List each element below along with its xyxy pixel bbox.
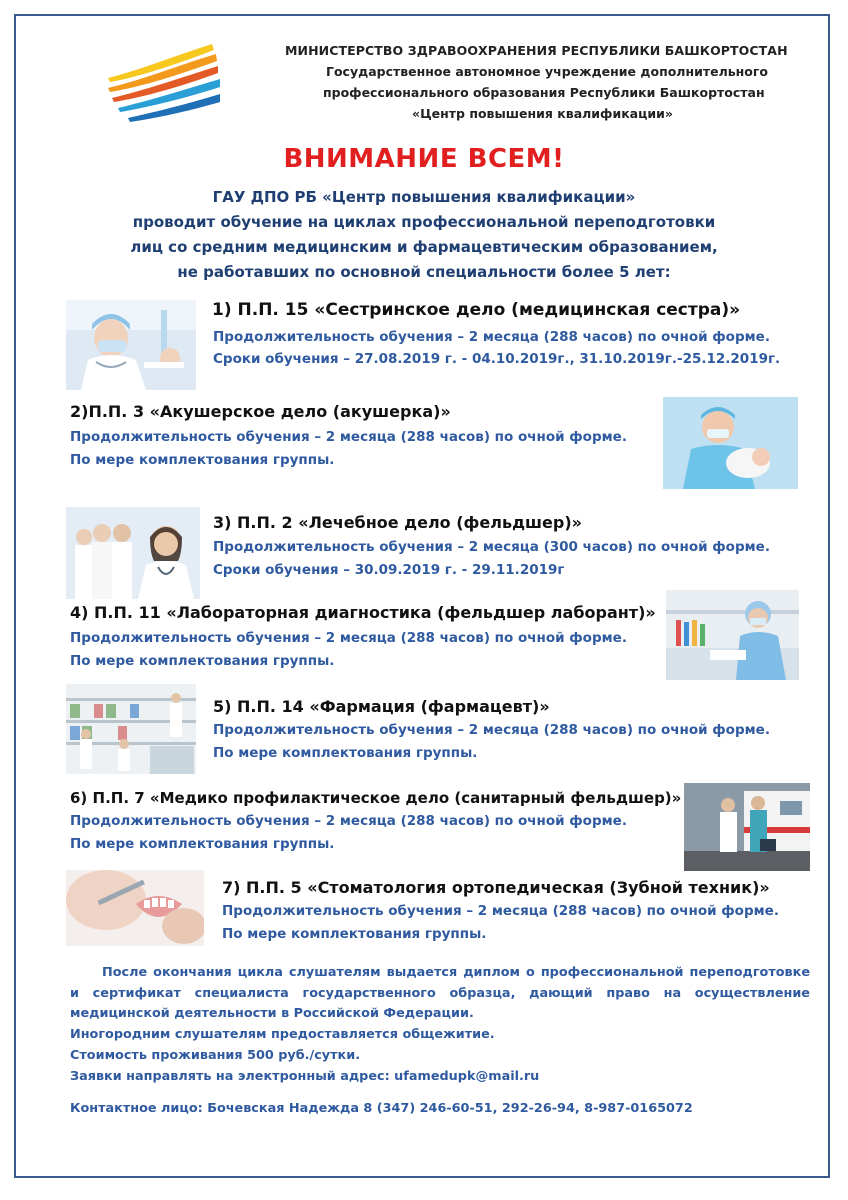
intro-line-2: проводит обучение на циклах профессиональной переподготовки [132,213,716,231]
program-6-title: 6) П.П. 7 «Медико профилактическое дело (санитарный фельдшер)» [70,789,682,807]
program-2-schedule: По мере комплектования группы. [70,452,335,468]
pharmacy-photo [66,684,196,774]
program-6-schedule: По мере комплектования группы. [70,836,335,852]
diploma-info [70,963,810,1025]
diploma-text: После окончания цикла слушателям выдается диплом о профессиональной переподготовке и сертификат специалиста государственного образца, дающий право на осуществление медицинской деятельности в Российской Федерации. [70,965,810,1021]
program-5-duration: Продолжительность обучения – 2 месяца (288 часов) по очной форме. [213,722,770,738]
intro-line-3: лиц со средним медицинским и фармацевтическим образованием, [130,238,718,256]
program-1-duration: Продолжительность обучения – 2 месяца (288 часов) по очной форме. [213,329,770,345]
institution-line-3: «Центр повышения квалификации» [412,106,673,121]
contact-info: Контактное лицо: Бочевская Надежда 8 (347) 246-60-51, 292-26-94, 8-987-0165072 [70,1101,693,1116]
intro-line-4: не работавших по основной специальности более 5 лет: [177,263,671,281]
program-3-duration: Продолжительность обучения – 2 месяца (300 часов) по очной форме. [213,539,770,555]
institution-line-2: профессионального образования Республики Башкортостан [323,85,765,100]
medical-team-photo [66,507,200,599]
program-5-schedule: По мере комплектования группы. [213,745,478,761]
ambulance-photo [684,783,810,871]
ministry-title: МИНИСТЕРСТВО ЗДРАВООХРАНЕНИЯ РЕСПУБЛИКИ БАШКОРТОСТАН [285,43,788,58]
cost-info: Стоимость проживания 500 руб./сутки. [70,1048,361,1063]
program-4-title: 4) П.П. 11 «Лабораторная диагностика (фельдшер лаборант)» [70,603,656,622]
program-5-title: 5) П.П. 14 «Фармация (фармацевт)» [213,697,550,716]
program-4-duration: Продолжительность обучения – 2 месяца (288 часов) по очной форме. [70,630,627,646]
intro-line-1: ГАУ ДПО РБ «Центр повышения квалификации» [212,188,636,206]
program-3-schedule: Сроки обучения – 30.09.2019 г. - 29.11.2019г [213,562,565,578]
program-3-title: 3) П.П. 2 «Лечебное дело (фельдшер)» [213,513,582,532]
institution-line-1: Государственное автономное учреждение дополнительного [326,64,768,79]
program-1-schedule: Сроки обучения – 27.08.2019 г. - 04.10.2019г., 31.10.2019г.-25.12.2019г. [213,351,781,367]
logo [100,42,222,132]
program-4-schedule: По мере комплектования группы. [70,653,335,669]
program-2-title: 2)П.П. 3 «Акушерское дело (акушерка)» [70,402,451,421]
dental-photo [66,870,204,946]
applications-info: Заявки направлять на электронный адрес: ufamedupk@mail.ru [70,1069,540,1084]
attention-heading: ВНИМАНИЕ ВСЕМ! [283,144,565,174]
program-2-duration: Продолжительность обучения – 2 месяца (288 часов) по очной форме. [70,429,627,445]
nurse-photo [66,300,196,390]
program-1-title: 1) П.П. 15 «Сестринское дело (медицинская сестра)» [212,300,741,320]
dormitory-info: Иногородним слушателям предоставляется общежитие. [70,1027,495,1042]
program-6-duration: Продолжительность обучения – 2 месяца (288 часов) по очной форме. [70,813,627,829]
program-7-title: 7) П.П. 5 «Стоматология ортопедическая (Зубной техник)» [222,878,770,897]
program-7-duration: Продолжительность обучения – 2 месяца (288 часов) по очной форме. [222,903,779,919]
laboratory-photo [666,590,799,680]
program-7-schedule: По мере комплектования группы. [222,926,487,942]
midwife-photo [663,397,798,489]
